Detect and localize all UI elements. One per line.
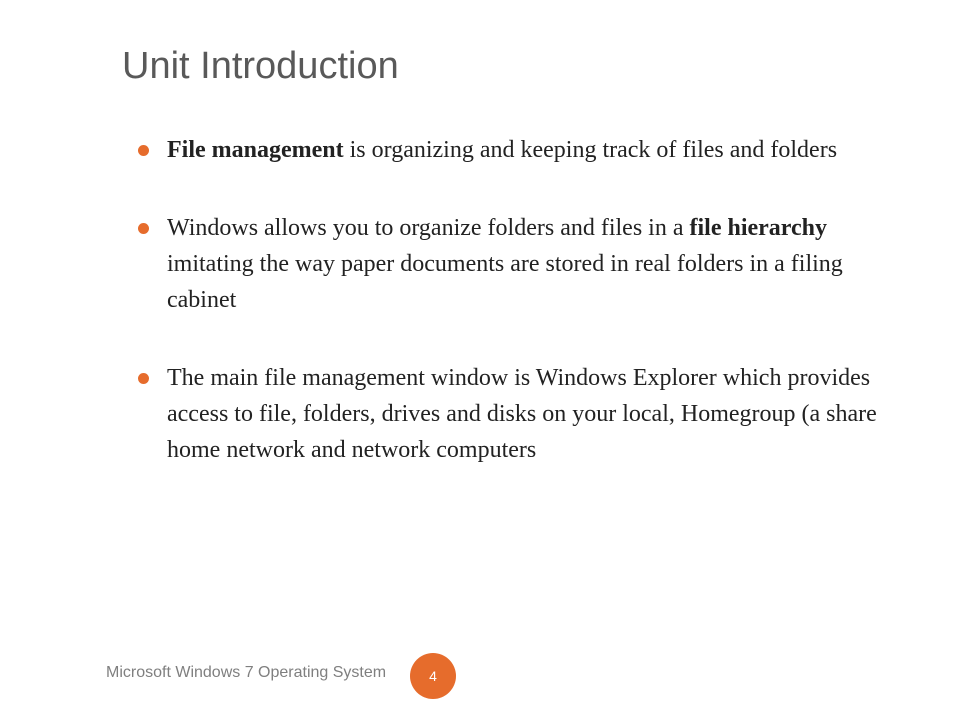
slide-title: Unit Introduction [122, 45, 399, 87]
bullet-marker [138, 145, 149, 156]
bullet-text: The main file management window is Windows Explorer which provides access to file, folders, drives and disks on your local, Homegroup (a share home network and network computers [167, 365, 877, 463]
bullet-text: imitating the way paper documents are stored in real folders in a filing cabinet [167, 251, 843, 313]
bullet-marker [138, 373, 149, 384]
bullet-item-file-hierarchy [167, 210, 907, 318]
bullet-bold-term: file hierarchy [689, 215, 828, 241]
bullet-text: is organizing and keeping track of files and folders [343, 137, 838, 163]
bullet-item-windows-explorer [167, 360, 907, 468]
bullet-bold-term: File management [167, 137, 344, 163]
bullet-marker [138, 223, 149, 234]
page-number-badge: 4 [410, 653, 456, 699]
bullet-list [167, 132, 907, 510]
bullet-text: Windows allows you to organize folders and files in a [167, 215, 690, 241]
bullet-item-file-management [167, 132, 907, 168]
footer-text: Microsoft Windows 7 Operating System [106, 664, 387, 681]
